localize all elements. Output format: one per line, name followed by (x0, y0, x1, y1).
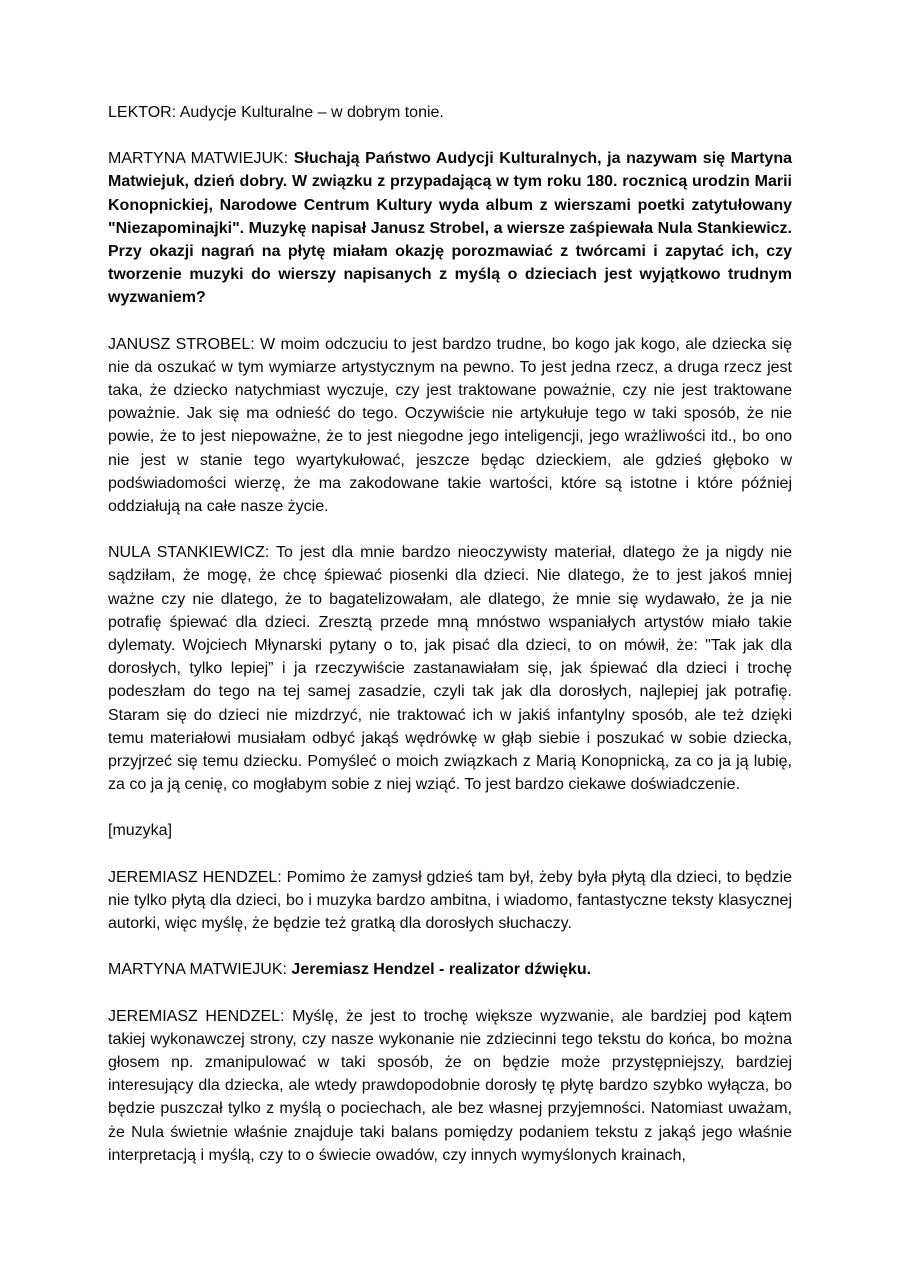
speech-text: Słuchają Państwo Audycji Kulturalnych, ja nazywam się Martyna Matwiejuk, dzień dobry. W związku z przypadającą w tym roku 180. rocznicą urodzin Marii Konopnickiej, Narodowe Centrum Kultury wyda album z wierszami poetki zatytułowany "Niezapominajki". Muzykę napisał Janusz Strobel, a wiersze zaśpiewała Nula Stankiewicz. Przy okazji nagrań na płytę miałam okazję porozmawiać z twórcami i zapytać ich, czy tworzenie muzyki do wierszy napisanych z myślą o dzieciach jest wyjątkowo trudnym wyzwaniem? (108, 150, 792, 307)
transcript-paragraph (108, 541, 792, 796)
music-cue-text: [muzyka] (108, 822, 173, 840)
transcript-paragraph-music-cue (108, 819, 792, 842)
speech-text: To jest dla mnie bardzo nieoczywisty materiał, dlatego że ja nigdy nie sądziłam, że mogę, że chcę śpiewać piosenki dla dzieci. Nie dlatego, że to jest jakoś mniej ważne czy nie dlatego, że to bagatelizowałam, ale dlatego, że mnie się wydawało, że ja nie potrafię śpiewać dla dzieci. Zresztą przede mną mnóstwo wspaniałych artystów miało takie dylematy. Wojciech Młynarski pytany o to, jak pisać dla dzieci, to on mówił, że: "Tak jak dla dorosłych, tylko lepiej” i ja rzeczywiście zastanawiałam się, jak śpiewać dla dzieci i trochę podeszłam do tego na tej samej zasadzie, czyli tak jak dla dorosłych, najlepiej jak potrafię. Staram się do dzieci nie mizdrzyć, nie traktować ich w jakiś infantylny sposób, ale też dzięki temu materiałowi musiałam odbyć jakąś wędrówkę w głąb siebie i poszukać w sobie dziecka, przyjrzeć się temu dziecku. Pomyśleć o moich związkach z Marią Konopnicką, za co ja ją lubię, za co ja ją cenię, co mogłabym sobie z niej wziąć. To jest bardzo ciekawe doświadczenie. (108, 544, 792, 794)
transcript-paragraph (108, 958, 792, 981)
transcript-content (108, 101, 792, 1190)
transcript-paragraph (108, 147, 792, 309)
speech-text: W moim odczuciu to jest bardzo trudne, bo kogo jak kogo, ale dziecka się nie da oszukać w tym wymiarze artystycznym na pewno. To jest jedna rzecz, a druga rzecz jest taka, że dziecko natychmiast wyczuje, czy jest traktowane poważnie, czy nie jest traktowane poważnie. Jak się ma odnieść do tego. Oczywiście nie artykułuje tego w taki sposób, że nie powie, że to jest niepoważne, że to jest niegodne jego inteligencji, jego wrażliwości itd., bo ono nie jest w stanie tego wyartykułować, jeszcze będąc dzieckiem, ale gdzieś głęboko w podświadomości wierzę, że ma zakodowane takie wartości, które są istotne i które później oddziałują na całe nasze życie. (108, 335, 792, 516)
speaker-label: MARTYNA MATWIEJUK: (108, 961, 287, 979)
speech-text: Audycje Kulturalne – w dobrym tonie. (176, 104, 444, 121)
speaker-label: JEREMIASZ HENDZEL: (108, 1007, 285, 1025)
speech-text: Myślę, że jest to trochę większe wyzwanie, ale bardziej pod kątem takiej wykonawczej strony, czy nasze wykonanie nie zdziecinni tego tekstu do końca, bo można głosem np. zmanipulować w taki sposób, że on będzie może przystępniejszy, bardziej interesujący dla dziecka, ale wtedy prawdopodobnie dorosły tę płytę bardzo szybko wyłącza, bo będzie puszczał tylko z myślą o pociechach, ale bez własnej przyjemności. Natomiast uważam, że Nula świetnie właśnie znajduje taki balans pomiędzy podaniem tekstu z jakąś jego właśnie interpretacją i myślą, czy to o świecie owadów, czy innych wymyślonych krainach, (108, 1007, 793, 1164)
speech-text: Jeremiasz Hendzel - realizator dźwięku. (286, 961, 592, 979)
transcript-paragraph (108, 333, 792, 519)
transcript-paragraph (108, 866, 792, 936)
speaker-label: JEREMIASZ HENDZEL: (108, 868, 282, 886)
speaker-label: JANUSZ STROBEL: (108, 335, 255, 353)
speaker-label: MARTYNA MATWIEJUK: (108, 150, 289, 168)
speaker-label: NULA STANKIEWICZ: (108, 544, 270, 562)
speech-text: Pomimo że zamysł gdzieś tam był, żeby była płytą dla dzieci, to będzie nie tylko płytą dla dzieci, bo i muzyka bardzo ambitna, i wiadomo, fantastyczne teksty klasycznej autorki, więc myślę, że będzie też gratką dla dorosłych słuchaczy. (108, 868, 793, 933)
transcript-paragraph (108, 1005, 792, 1167)
transcript-paragraph (108, 101, 792, 124)
speaker-label: LEKTOR: (108, 104, 177, 121)
